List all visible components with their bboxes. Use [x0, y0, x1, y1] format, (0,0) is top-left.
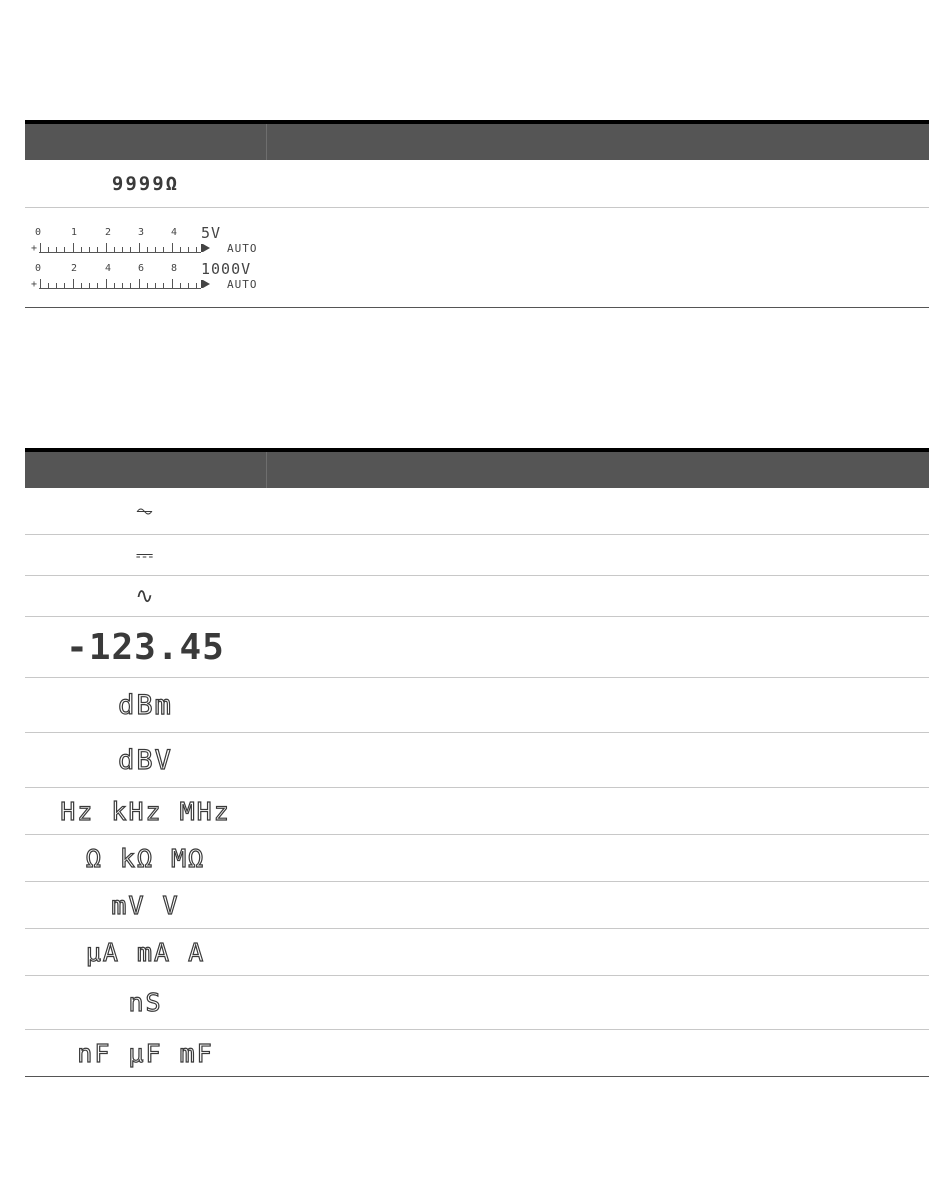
tick-label: 4 [171, 226, 178, 238]
annunciator-table-1 [25, 120, 929, 308]
table-row [25, 882, 929, 929]
bargraph-tick [40, 279, 41, 288]
bargraph-tick [56, 247, 57, 252]
auto-annunciator: AUTO [227, 277, 258, 291]
range-label: 5V [201, 223, 222, 242]
bargraph-tick [188, 283, 189, 288]
table-row [25, 835, 929, 882]
bargraph-tick [180, 247, 181, 252]
display-digits-ohm: 9999Ω [111, 172, 180, 195]
bargraph-tick [147, 283, 148, 288]
symbol-cell [25, 797, 266, 826]
bargraph-tick [89, 247, 90, 252]
header-cell-display [25, 124, 267, 160]
dbm-unit: dBm [118, 689, 173, 721]
bargraph-tick [81, 247, 82, 252]
bargraph-tick [122, 283, 123, 288]
bargraph-tick [48, 283, 49, 288]
bargraph-5v [31, 223, 266, 255]
tick-label: 6 [138, 262, 145, 274]
header-cell-description [267, 452, 929, 488]
bargraph-tick [40, 243, 41, 252]
tick-label: 8 [171, 262, 178, 274]
plus-sign-icon: + [31, 242, 38, 254]
symbol-cell [25, 499, 266, 524]
dc-icon: ⎓ [135, 542, 156, 568]
table-header [25, 448, 929, 488]
bargraph-tick [114, 247, 115, 252]
bargraph-tick [155, 247, 156, 252]
bargraph-scale [31, 223, 266, 242]
resistance-units: Ω kΩ MΩ [85, 843, 206, 873]
bargraph-tick [172, 279, 173, 288]
symbol-cell [25, 844, 266, 873]
bargraph-tick [89, 283, 90, 288]
bargraph-tick [97, 283, 98, 288]
bargraph-tick [114, 283, 115, 288]
symbol-cell [25, 543, 266, 568]
bargraph-baseline [39, 288, 201, 289]
bargraph-tick [56, 283, 57, 288]
bargraph-tick [64, 283, 65, 288]
table-row [25, 678, 929, 733]
bargraph-tick [163, 283, 164, 288]
tick-label: 0 [35, 226, 42, 238]
table-row [25, 535, 929, 576]
tick-label: 0 [35, 262, 42, 274]
symbol-cell [25, 938, 266, 967]
bargraph-tick [172, 243, 173, 252]
bargraph-tick [196, 283, 197, 288]
table-row [25, 208, 929, 308]
symbol-cell [25, 988, 266, 1017]
bargraph-tick [130, 283, 131, 288]
bargraph-tick [188, 247, 189, 252]
bargraph-tick [163, 247, 164, 252]
table-row [25, 617, 929, 678]
tick-label: 2 [105, 226, 112, 238]
bargraph-tick [130, 247, 131, 252]
symbol-cell [25, 690, 266, 721]
conductance-unit: nS [128, 988, 163, 1017]
bargraph-baseline [39, 252, 201, 253]
table-row [25, 929, 929, 976]
tick-label: 4 [105, 262, 112, 274]
range-label: 1000V [201, 259, 252, 278]
table-row [25, 733, 929, 788]
capacitance-units: nF µF mF [77, 1038, 214, 1068]
bargraph-ticks [31, 241, 266, 255]
primary-display-reading: -123.45 [66, 626, 225, 668]
plus-sign-icon: + [31, 278, 38, 290]
header-cell-display [25, 452, 267, 488]
symbol-cell [25, 584, 266, 609]
table-row [25, 488, 929, 535]
table-row [25, 1030, 929, 1077]
bargraph-1000v [31, 259, 266, 291]
bargraph-cell [25, 215, 266, 301]
bargraph-tick [73, 243, 74, 252]
bargraph-tick [139, 243, 140, 252]
bargraph-tick [73, 279, 74, 288]
ac-dc-icon: ⏦ [135, 498, 156, 524]
table-row [25, 160, 929, 208]
symbol-cell [25, 745, 266, 776]
bargraph-tick [196, 247, 197, 252]
symbol-cell [25, 627, 266, 668]
bargraph-tick [155, 283, 156, 288]
bargraph-tick [48, 247, 49, 252]
tick-label: 2 [71, 262, 78, 274]
table-row [25, 576, 929, 617]
bargraph-tick [122, 247, 123, 252]
bargraph-scale [31, 259, 266, 278]
bargraph-tick [106, 279, 107, 288]
voltage-units: mV V [111, 890, 180, 920]
dbv-unit: dBV [118, 744, 173, 776]
auto-annunciator: AUTO [227, 241, 258, 255]
frequency-units: Hz kHz MHz [60, 796, 231, 826]
bargraph-tick [81, 283, 82, 288]
symbol-cell [25, 173, 266, 195]
bargraph-ticks [31, 277, 266, 291]
bargraph-tick [180, 283, 181, 288]
table-row [25, 976, 929, 1030]
bargraph-tick [106, 243, 107, 252]
bargraph-tick [139, 279, 140, 288]
tick-label: 1 [71, 226, 78, 238]
overrange-arrow-icon [203, 280, 210, 288]
bargraph-tick [97, 247, 98, 252]
symbol-cell [25, 891, 266, 920]
header-cell-description [267, 124, 929, 160]
bargraph-tick [147, 247, 148, 252]
ac-icon: ∿ [135, 583, 156, 609]
current-units: µA mA A [85, 937, 206, 967]
symbol-cell [25, 1039, 266, 1068]
bargraph-tick [64, 247, 65, 252]
table-row [25, 788, 929, 835]
overrange-arrow-icon [203, 244, 210, 252]
tick-label: 3 [138, 226, 145, 238]
table-header [25, 120, 929, 160]
annunciator-table-2 [25, 448, 929, 1077]
